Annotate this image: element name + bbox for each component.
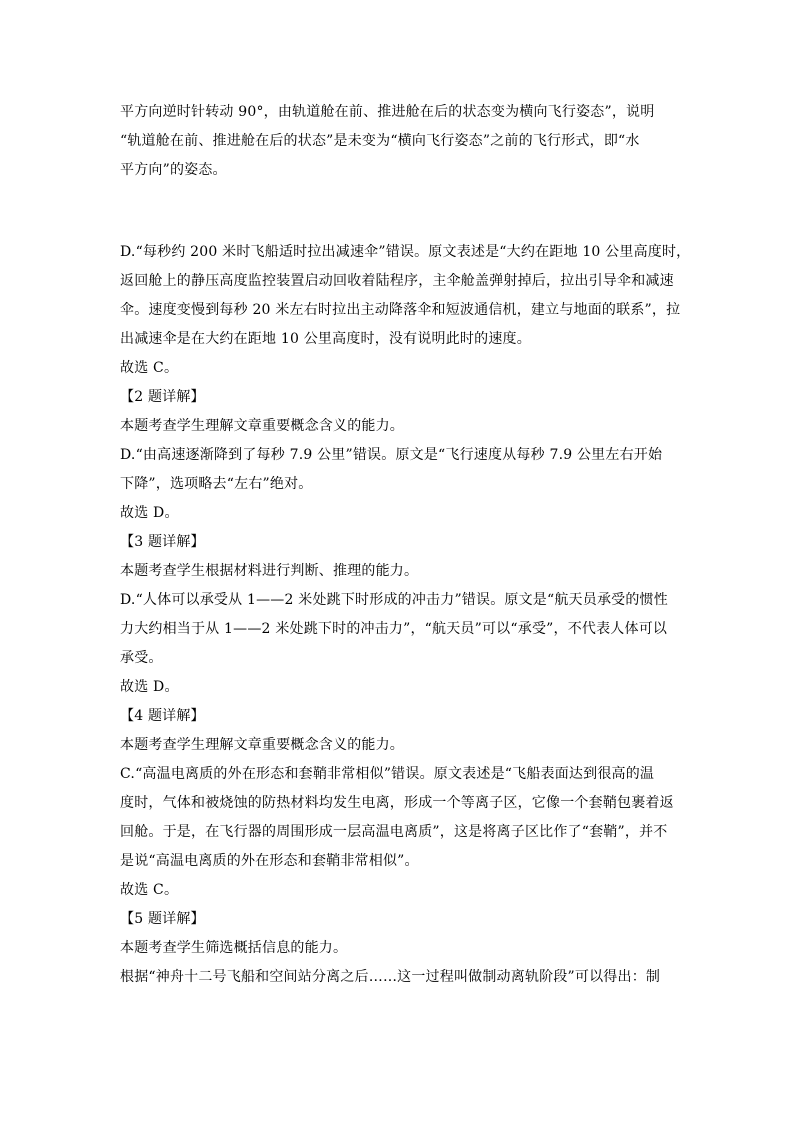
paragraph-top (120, 98, 680, 185)
text-line: 出减速伞是在大约在距地 10 公里高度时，没有说明此时的速度。 (120, 331, 531, 347)
text-line: D.“每秒约 200 米时飞船适时拉出减速伞”错误。原文表述是“大约在距地 10 公里高度时， (120, 244, 691, 260)
answer-line: 故选 D。 (120, 679, 179, 695)
text-line: 是说“高温电离质的外在形态和套鞘非常相似”。 (120, 853, 419, 869)
paragraph-gap (120, 185, 680, 238)
text-line: 回舱。于是，在飞行器的周围形成一层高温电离质”，这是将离子区比作了“套鞘”，并不 (120, 824, 668, 840)
text-line: 度时，气体和被烧蚀的防热材料均发生电离，形成一个等离子区，它像一个套鞘包裹着返 (120, 795, 674, 811)
answer-line: 故选 D。 (120, 505, 179, 521)
text-line: “轨道舱在前、推进舱在后的状态”是未变为“横向飞行姿态”之前的飞行形式，即“水 (120, 133, 640, 149)
paragraph-main (120, 238, 691, 992)
answer-line: 故选 C。 (120, 882, 179, 898)
text-line: D.“人体可以承受从 1——2 米处跳下时形成的冲击力”错误。原文是“航天员承受的惯性 (120, 592, 668, 608)
text-line: 本题考查学生理解文章重要概念含义的能力。 (120, 737, 404, 753)
section-heading: 【4 题详解】 (120, 708, 205, 724)
text-line: 下降”，选项略去“左右”绝对。 (120, 476, 313, 492)
section-heading: 【3 题详解】 (120, 534, 205, 550)
text-line: 力大约相当于从 1——2 米处跳下时的冲击力”，“航天员”可以“承受”，不代表人体可以 (120, 621, 668, 637)
text-line: 伞。速度变慢到每秒 20 米左右时拉出主动降落伞和短波通信机，建立与地面的联系”，拉 (120, 302, 681, 318)
section-heading: 【2 题详解】 (120, 389, 205, 405)
text-line: 平方向”的姿态。 (120, 162, 227, 178)
text-line: 根据“神舟十二号飞船和空间站分离之后……这一过程叫做制动离轨阶段”可以得出：制 (120, 969, 661, 985)
text-line: D.“由高速逐渐降到了每秒 7.9 公里”错误。原文是“飞行速度从每秒 7.9 公里左右开始 (120, 447, 663, 463)
answer-line: 故选 C。 (120, 360, 179, 376)
text-line: 本题考查学生根据材料进行判断、推理的能力。 (120, 563, 419, 579)
text-line: 返回舱上的静压高度监控装置启动回收着陆程序，主伞舱盖弹射掉后，拉出引导伞和减速 (120, 273, 674, 289)
text-line: 承受。 (120, 650, 163, 666)
text-line: C.“高温电离质的外在形态和套鞘非常相似”错误。原文表述是“飞船表面达到很高的温 (120, 766, 655, 782)
text-line: 平方向逆时针转动 90°，由轨道舱在前、推进舱在后的状态变为横向飞行姿态”，说明 (120, 104, 655, 120)
text-line: 本题考查学生筛选概括信息的能力。 (120, 940, 348, 956)
section-heading: 【5 题详解】 (120, 911, 205, 927)
text-line: 本题考查学生理解文章重要概念含义的能力。 (120, 418, 404, 434)
document-page (120, 98, 691, 992)
